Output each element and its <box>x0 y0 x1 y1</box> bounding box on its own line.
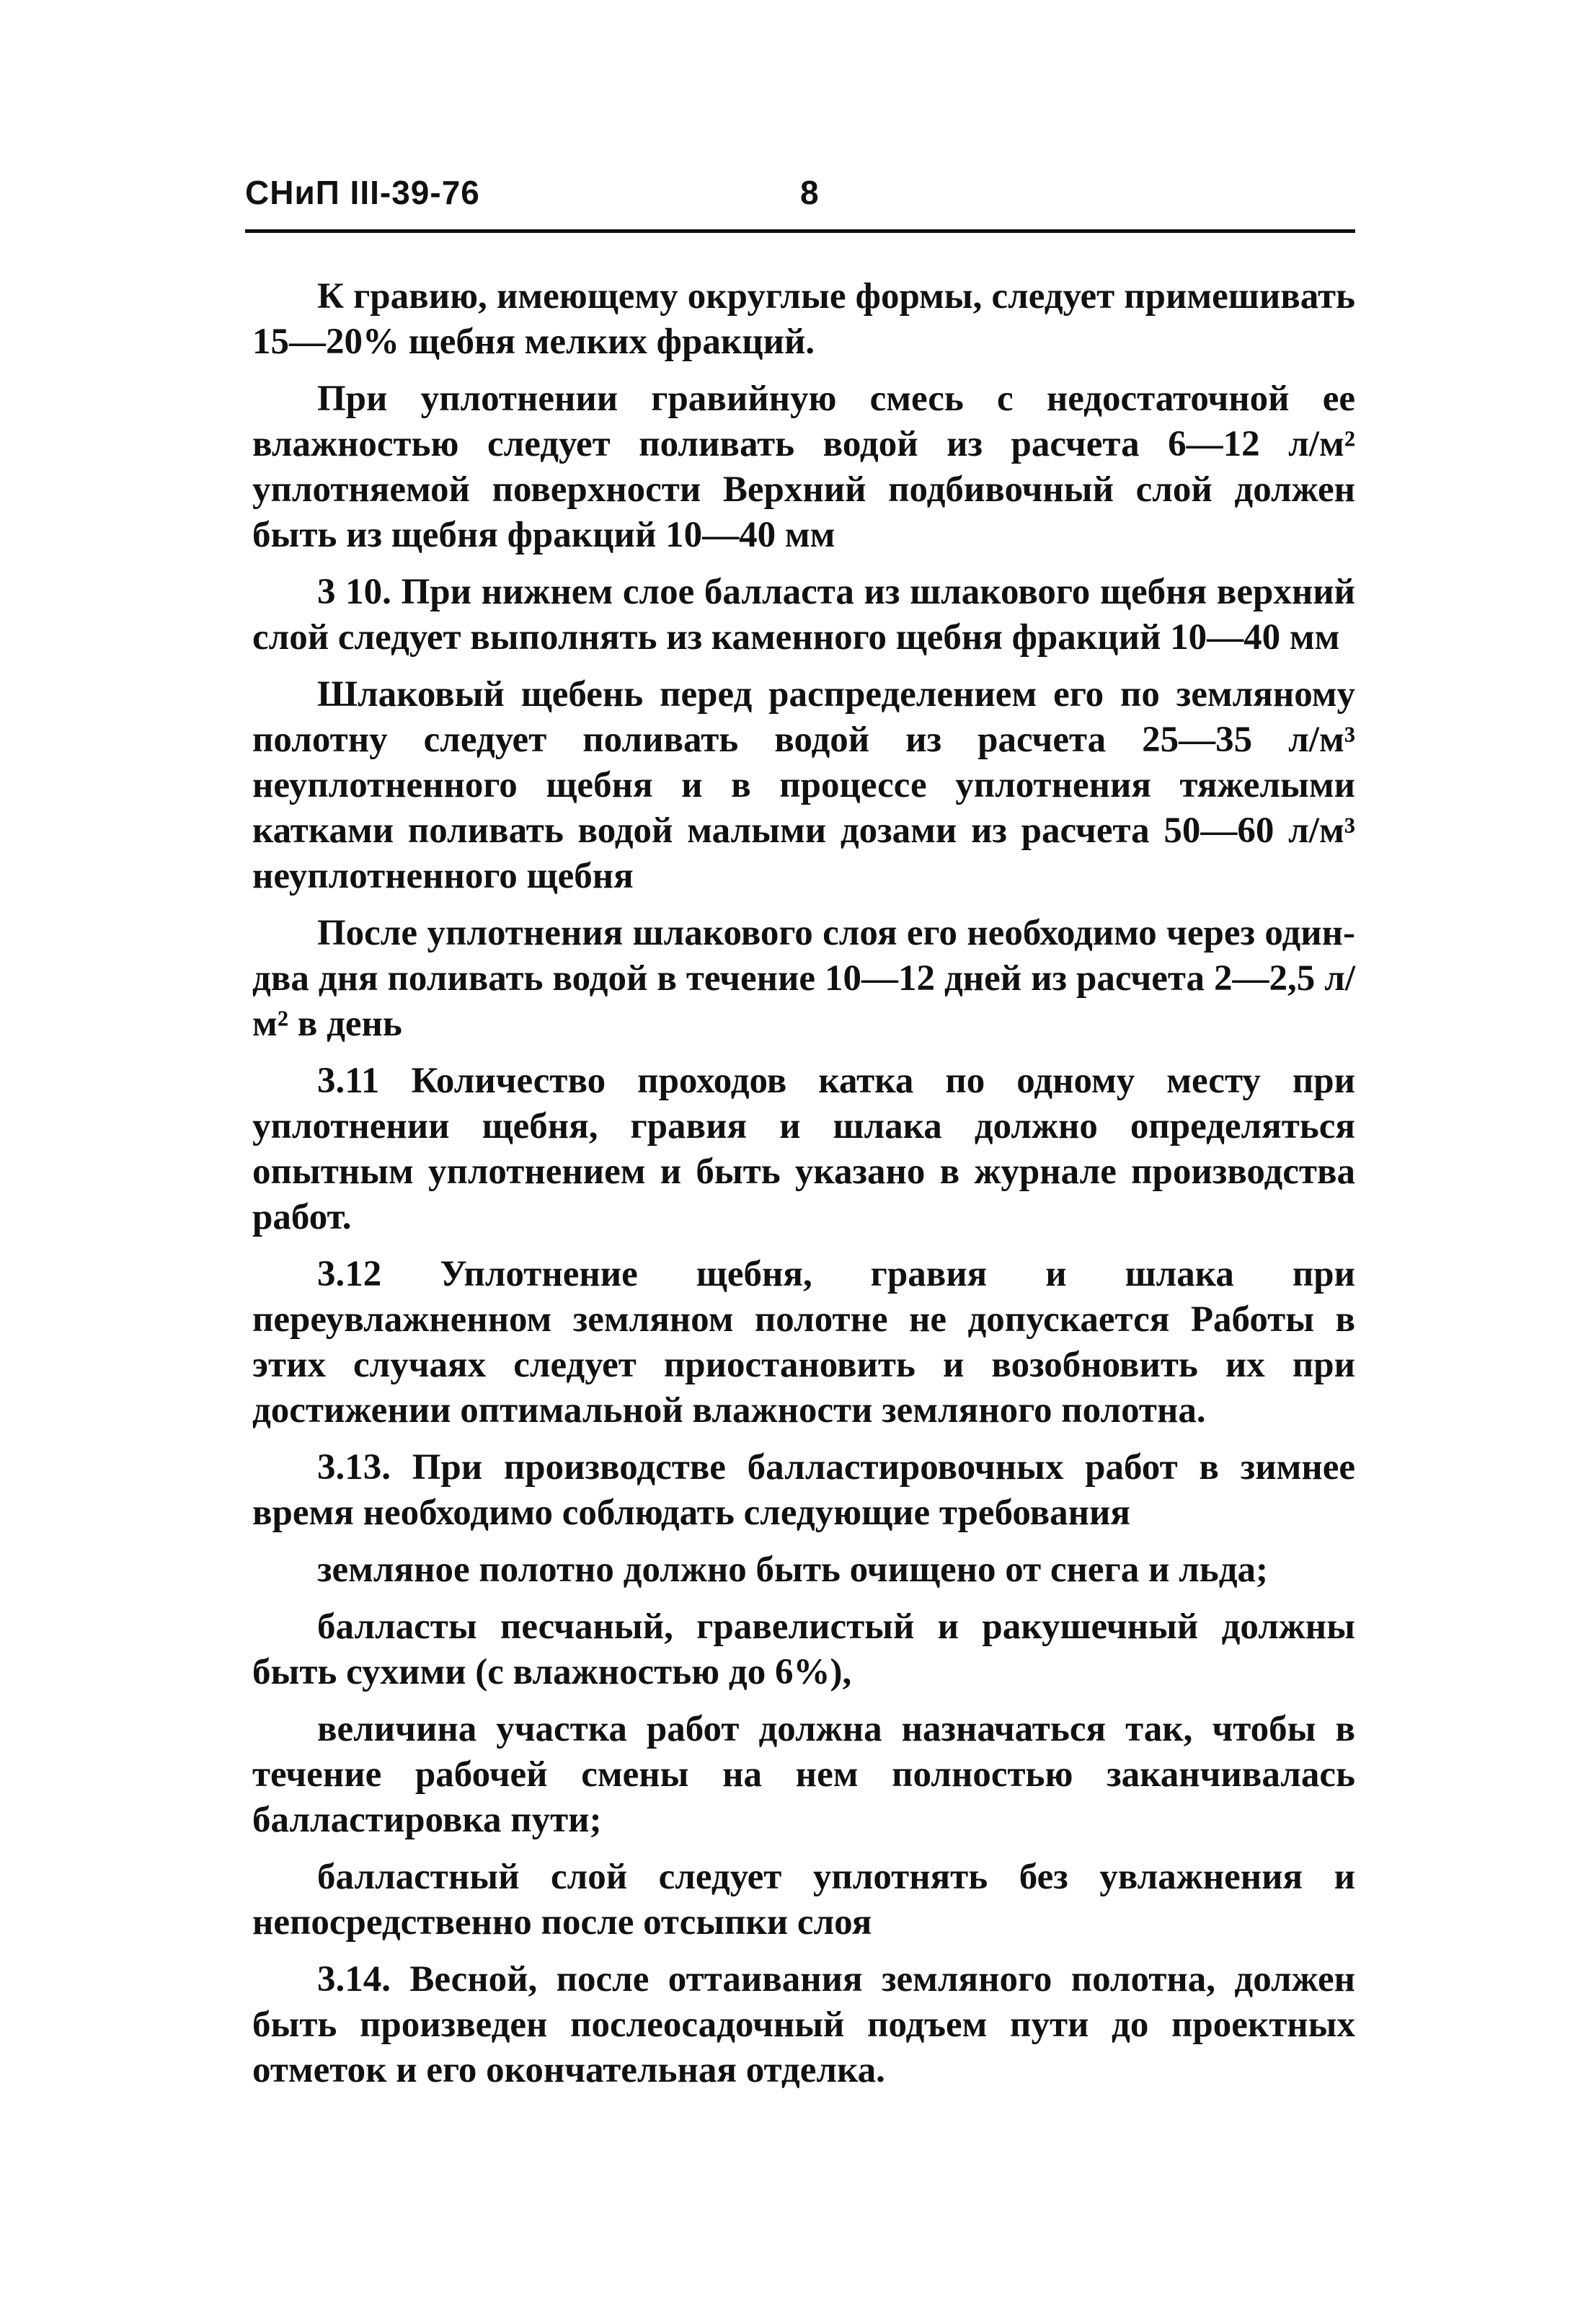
list-item: балласты песчаный, гравелистый и ракушечный должны быть сухими (с влажностью до 6%), <box>252 1607 1355 1692</box>
paragraph: К гравию, имеющему округлые формы, следует примешивать 15—20% щебня мелких фракций. <box>252 276 1355 362</box>
page-number: 8 <box>800 174 819 211</box>
paragraph: 3.11 Количество проходов катка по одному месту при уплотнении щебня, гравия и шлака должно определяться опытным уплотнением и быть указано в журнале производства работ. <box>252 1061 1355 1237</box>
list-item: балластный слой следует уплотнять без увлажнения и непосредственно после отсыпки слоя <box>252 1857 1355 1943</box>
paragraph: При уплотнении гравийную смесь с недостаточной ее влажностью следует поливать водой из расчета 6—12 л/м² уплотняемой поверхности Верхний подбивочный слой должен быть из щебня фракций 10—40 мм <box>252 379 1355 555</box>
paragraph: Шлаковый щебень перед распределением его по земляному полотну следует поливать водой из расчета 25—35 л/м³ неуплотненного щебня и в процессе уплотнения тяжелыми катками поливать водой малыми дозами из расчета 50—60 л/м³ неуплотненного щебня <box>252 674 1355 896</box>
paragraph: 3.13. При производстве балластировочных работ в зимнее время необходимо соблюдать следующие требования <box>252 1447 1355 1533</box>
list-item: величина участка работ должна назначаться так, чтобы в течение рабочей смены на нем полностью заканчивалась балластировка пути; <box>252 1709 1355 1840</box>
paragraph: После уплотнения шлакового слоя его необходимо через один-два дня поливать водой в течение 10—12 дней из расчета 2—2,5 л/м² в день <box>252 913 1355 1044</box>
body-text <box>252 274 1355 2105</box>
paragraph: 3 10. При нижнем слое балласта из шлакового щебня верхний слой следует выполнять из каменного щебня фракций 10—40 мм <box>252 572 1355 658</box>
header-divider <box>245 229 1355 233</box>
paragraph: 3.14. Весной, после оттаивания земляного полотна, должен быть произведен послеосадочный подъем пути до проектных отметок и его окончательная отделка. <box>252 1959 1355 2090</box>
paragraph: 3.12 Уплотнение щебня, гравия и шлака при переувлажненном земляном полотне не допускается Работы в этих случаях следует приостановить и возобновить их при достижении оптимальной влажности земляного полотна. <box>252 1254 1355 1431</box>
page-header <box>245 166 1355 238</box>
document-code: СНиП III-39-76 <box>245 174 480 211</box>
list-item: земляное полотно должно быть очищено от снега и льда; <box>317 1550 1268 1590</box>
